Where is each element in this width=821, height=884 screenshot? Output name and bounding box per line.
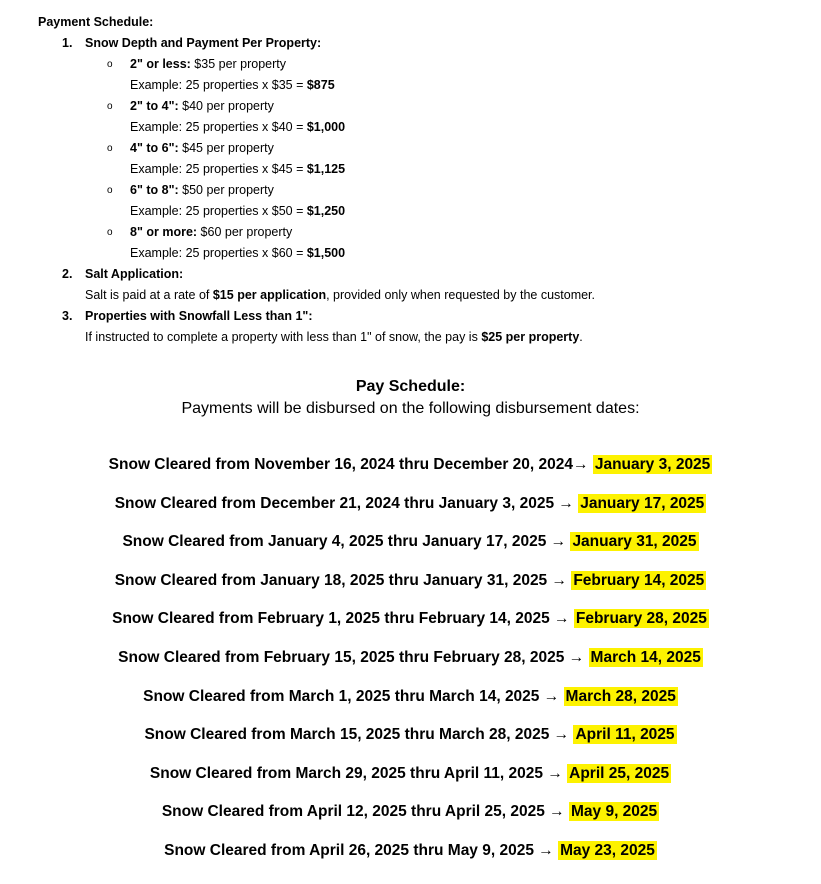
payment-schedule-heading: Payment Schedule: [38,15,154,29]
period-text: Snow Cleared from March 15, 2025 thru March 28, 2025 [144,726,550,744]
period-text: Snow Cleared from March 1, 2025 thru March 14, 2025 [143,687,540,705]
disbursement-date-highlight: April 11, 2025 [575,726,675,744]
period-text: Snow Cleared from December 21, 2024 thru January 3, 2025 [114,494,555,512]
arrow-icon: → [546,533,571,551]
example-text: Example: 25 properties x $35 = [130,78,307,92]
bullet-item-3 [107,138,821,159]
example-total: $1,500 [306,246,346,260]
bullet-item-4 [107,180,821,201]
pay-schedule-row [0,570,821,591]
body-bold-text: $25 per property [481,330,580,344]
arrow-icon: → [547,571,572,589]
period-text: Snow Cleared from January 4, 2025 thru January 17, 2025 [122,533,547,551]
arrow-icon: → [549,726,574,744]
bullet-circle-icon: o [107,143,113,154]
example-total: $1,000 [306,120,346,134]
disbursement-date-highlight: January 3, 2025 [594,456,711,473]
pay-schedule-row [0,531,821,552]
arrow-icon: → [564,648,589,666]
rate-term: 6" to 8": [130,183,179,197]
rate-text: $40 per property [178,99,274,113]
list-number: 1. [62,36,73,50]
pay-schedule-row [0,454,821,475]
rate-term: 2" to 4": [130,99,179,113]
example-total: $1,125 [306,162,346,176]
example-text: Example: 25 properties x $50 = [130,204,307,218]
rate-term: 2" or less: [130,57,191,71]
bullet-circle-icon: o [107,227,113,238]
arrow-icon: → [544,803,569,821]
list-number: 3. [62,309,73,323]
disbursement-date-highlight: January 17, 2025 [580,494,705,512]
period-text: Snow Cleared from January 18, 2025 thru January 31, 2025 [114,571,548,589]
body-text: Salt is paid at a rate of [85,288,213,302]
pay-schedule-row [0,608,821,629]
pay-schedule-row [0,724,821,745]
body-text: If instructed to complete a property with less than 1" of snow, the pay is [85,330,482,344]
arrow-icon: → [543,764,568,782]
pay-schedule-row [0,763,821,784]
arrow-icon: → [554,494,579,512]
bullet-item-1 [107,54,821,75]
period-text: Snow Cleared from March 29, 2025 thru April 11, 2025 [149,764,544,782]
list-item-label: Salt Application: [85,267,184,281]
rate-term: 8" or more: [130,225,198,239]
pay-schedule-row [0,840,821,861]
disbursement-date-highlight: May 23, 2025 [560,841,655,859]
pay-schedule-row [0,493,821,514]
body-bold-text: $15 per application [212,288,327,302]
example-line-3 [130,159,821,180]
list-item-1 [62,33,821,54]
example-line-4 [130,201,821,222]
period-text: Snow Cleared from February 15, 2025 thru February 28, 2025 [118,648,565,666]
disbursement-date-highlight: April 25, 2025 [569,764,670,782]
pay-schedule-row [0,686,821,707]
period-text: Snow Cleared from April 26, 2025 thru May 9, 2025 [164,841,534,859]
disbursement-date-highlight: February 14, 2025 [573,571,705,589]
pay-schedule-heading: Pay Schedule: [355,378,466,395]
pay-schedule-row [0,801,821,822]
rate-term: 4" to 6": [130,141,179,155]
pay-schedule-row [0,647,821,668]
list-number: 2. [62,267,73,281]
period-text: Snow Cleared from April 12, 2025 thru April 25, 2025 [161,803,545,821]
rate-text: $45 per property [178,141,274,155]
list-item-label: Properties with Snowfall Less than 1": [85,309,313,323]
example-text: Example: 25 properties x $60 = [130,246,307,260]
disbursement-date-highlight: March 14, 2025 [590,648,701,666]
disbursement-date-highlight: January 31, 2025 [572,533,697,551]
rate-text: $50 per property [178,183,274,197]
pay-schedule-subtitle: Payments will be disbursed on the following disbursement dates: [181,400,640,417]
period-text: Snow Cleared from November 16, 2024 thru December 20, 2024 [108,456,574,473]
arrow-icon: → [573,456,593,473]
rate-text: $60 per property [197,225,293,239]
salt-application-text [85,285,821,306]
bullet-circle-icon: o [107,185,113,196]
example-text: Example: 25 properties x $40 = [130,120,307,134]
disbursement-date-highlight: May 9, 2025 [570,803,658,821]
example-text: Example: 25 properties x $45 = [130,162,307,176]
less-than-one-inch-text [85,327,821,348]
body-text: , provided only when requested by the customer. [326,288,596,302]
bullet-circle-icon: o [107,59,113,70]
rate-text: $35 per property [190,57,287,71]
bullet-item-2 [107,96,821,117]
list-item-3 [62,306,821,327]
arrow-icon: → [533,841,559,859]
period-text: Snow Cleared from February 1, 2025 thru February 14, 2025 [112,610,550,628]
body-text: . [579,330,583,344]
bullet-circle-icon: o [107,101,113,112]
arrow-icon: → [549,610,574,628]
arrow-icon: → [539,687,564,705]
example-line-1 [130,75,821,96]
example-line-2 [130,117,821,138]
list-item-label: Snow Depth and Payment Per Property: [85,36,322,50]
bullet-item-5 [107,222,821,243]
example-total: $1,250 [306,204,346,218]
pay-schedule-rows [0,454,821,861]
example-total: $875 [306,78,335,92]
example-line-5 [130,243,821,264]
list-item-2 [62,264,821,285]
disbursement-date-highlight: February 28, 2025 [575,610,707,628]
disbursement-date-highlight: March 28, 2025 [565,687,676,705]
